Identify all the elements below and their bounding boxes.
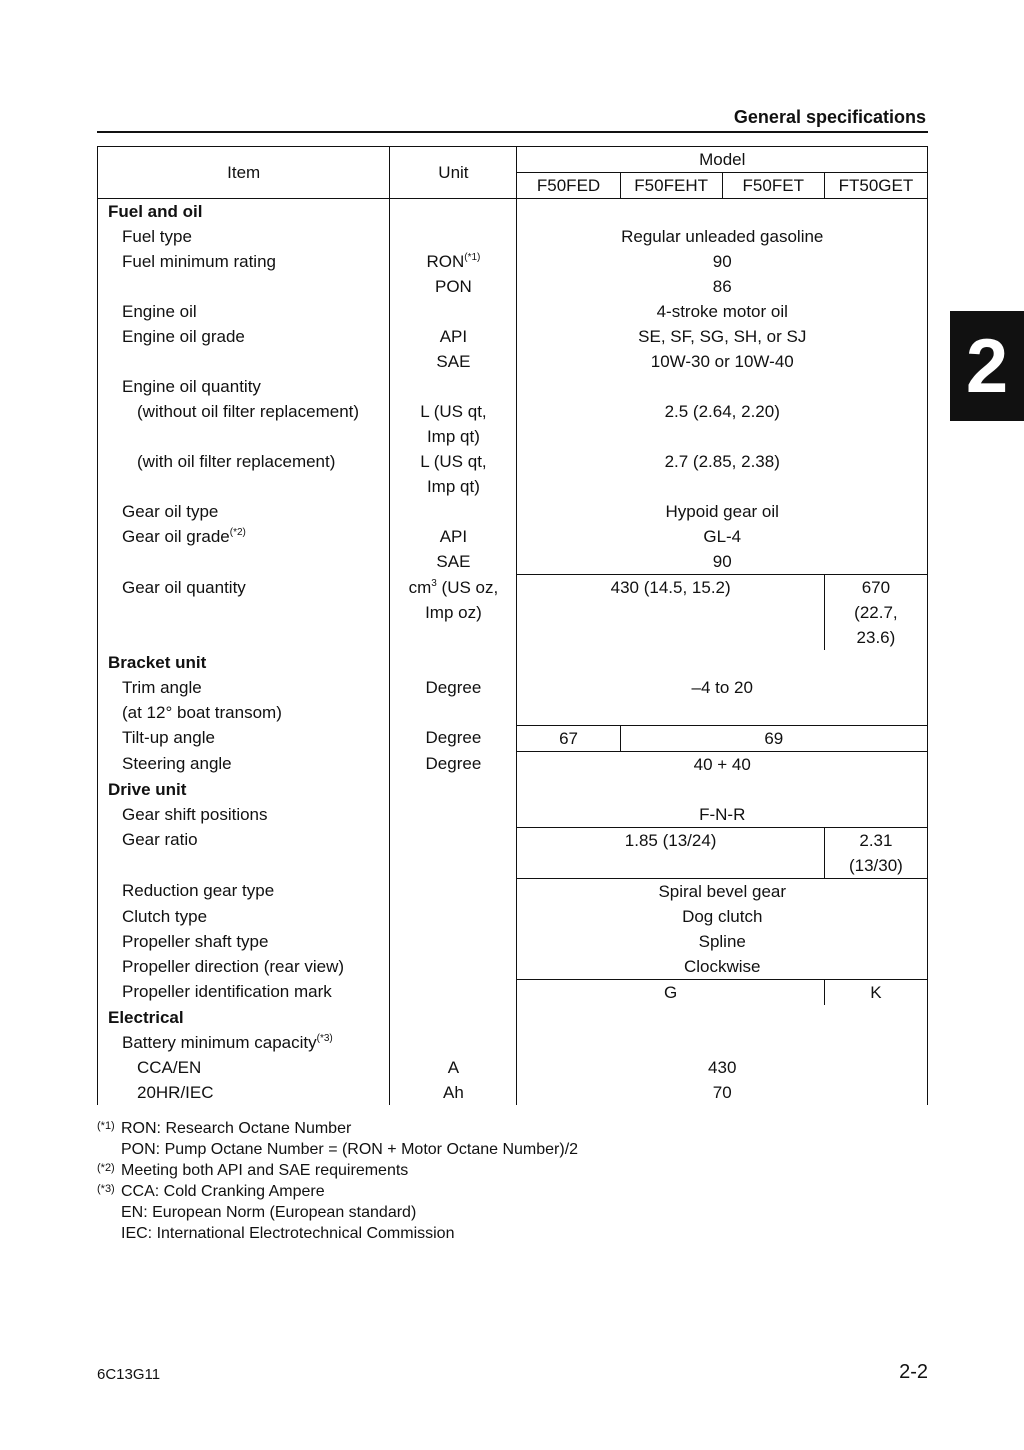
item-label: (at 12° boat transom) [98,700,390,725]
unit-cell: Degree [390,751,517,777]
value-cell: 1.85 (13/24) [517,827,824,853]
table-row [98,777,928,802]
table-row [98,499,928,524]
unit-cell: $RON^{(*1)}$ [390,249,517,274]
table-row [98,324,928,349]
value-cell: SE, SF, SG, SH, or SJ [517,324,928,349]
col-header-item: Item [98,147,390,199]
unit-cell: API [390,324,517,349]
footnotes [97,1118,797,1244]
footnote-mark: (*2) [97,1162,115,1174]
item-label: Engine oil quantity [98,374,390,399]
table-row [98,954,928,980]
item-label: Propeller direction (rear view) [98,954,390,980]
table-row [98,524,928,549]
header-rule [97,131,928,133]
table-row [98,399,928,424]
value-cell: GL-4 [517,524,928,549]
value-cell: 2.5 (2.64, 2.20) [517,399,928,424]
table-row [98,249,928,274]
section-heading: Drive unit [98,777,390,802]
table-row [98,224,928,249]
table-row [98,299,928,324]
unit-cell: Degree [390,675,517,700]
table-row [98,374,928,399]
footnote [97,1160,797,1181]
table-row [98,449,928,474]
item-label: Tilt-up angle [98,725,390,751]
item-label: Gear oil grade$^{(*2)}$ [98,524,390,549]
footnote-mark: (*1) [97,1120,115,1132]
table-row [98,853,928,879]
unit-cell: L (US qt, [390,399,517,424]
footnote-mark: (*1) [464,252,481,263]
value-cell: (22.7, [824,600,927,625]
table-row [98,1080,928,1105]
value-cell: 40 + 40 [517,751,928,777]
section-heading: Bracket unit [98,650,390,675]
table-row [98,1055,928,1080]
value-cell: 2.7 (2.85, 2.38) [517,449,928,474]
value-cell: Spiral bevel gear [517,878,928,904]
unit-cell: SAE [390,549,517,575]
table-row [98,1005,928,1030]
table-row [98,474,928,499]
value-cell: G [517,979,824,1005]
unit-cell: $cm^3$ (US oz, [390,575,517,601]
item-label: Gear ratio [98,827,390,853]
value-cell: Spline [517,929,928,954]
unit-cell: A [390,1055,517,1080]
value-cell: 23.6) [824,625,927,650]
footnote-mark: (*2) [229,527,246,538]
unit-cell: Imp qt) [390,424,517,449]
section-title: General specifications [733,107,926,127]
model-name: FT50GET [824,173,927,199]
table-row [98,199,928,225]
table-row [98,700,928,725]
chapter-tab: 2 [950,311,1024,421]
table-row [98,349,928,374]
footnote-line: EN: European Norm (European standard) [121,1204,417,1221]
table-row [98,625,928,650]
value-cell: 70 [517,1080,928,1105]
footnote-line: IEC: International Electrotechnical Commission [121,1225,455,1242]
table-row [98,549,928,575]
item-label: Engine oil [98,299,390,324]
table-row [98,650,928,675]
item-label: Battery minimum capacity$^{(*3)}$ [98,1030,390,1055]
model-name: F50FET [722,173,824,199]
value-cell: Regular unleaded gasoline [517,224,928,249]
footnote [97,1181,797,1244]
value-cell: (13/30) [824,853,927,879]
table-row [98,600,928,625]
item-label: Reduction gear type [98,878,390,904]
footnote-mark: (*3) [316,1032,333,1044]
table-row [98,575,928,601]
table-row [98,751,928,777]
item-label: Gear shift positions [98,802,390,828]
spec-table [97,146,928,1105]
table-row [98,802,928,828]
table-row [98,827,928,853]
item-label: Steering angle [98,751,390,777]
item-label: 20HR/IEC [98,1080,390,1105]
footnote-line: Meeting both API and SAE requirements [121,1162,409,1179]
item-label: (without oil filter replacement) [98,399,390,424]
item-label: Clutch type [98,904,390,929]
value-cell: 430 (14.5, 15.2) [517,575,824,601]
value-cell: 67 [517,725,620,751]
value-cell: 4-stroke motor oil [517,299,928,324]
unit-cell: Ah [390,1080,517,1105]
page-number: 2-2 [899,1361,928,1383]
value-cell: 670 [824,575,927,601]
table-row [98,274,928,299]
item-label: Propeller identification mark [98,979,390,1005]
unit-cell: API [390,524,517,549]
table-row [98,725,928,751]
item-label: Gear oil quantity [98,575,390,601]
doc-code: 6C13G11 [97,1366,161,1383]
unit-cell: Imp qt) [390,474,517,499]
col-header-model: Model [517,147,928,173]
item-label: Gear oil type [98,499,390,524]
unit-cell: L (US qt, [390,449,517,474]
model-name: F50FED [517,173,620,199]
section-heading: Fuel and oil [98,199,390,225]
col-header-unit: Unit [390,147,517,199]
value-cell: Hypoid gear oil [517,499,928,524]
value-cell: K [824,979,927,1005]
footnote [97,1118,797,1160]
item-label: Engine oil grade [98,324,390,349]
item-label: CCA/EN [98,1055,390,1080]
value-cell: F-N-R [517,802,928,828]
unit-cell: Degree [390,725,517,751]
footnote-line: RON: Research Octane Number [121,1120,352,1137]
value-cell: –4 to 20 [517,675,928,700]
value-cell: 2.31 [824,827,927,853]
model-name: F50FEHT [620,173,722,199]
table-row [98,878,928,904]
section-heading: Electrical [98,1005,390,1030]
footnote-mark: (*3) [97,1183,115,1195]
footnote-line: CCA: Cold Cranking Ampere [121,1183,325,1200]
table-row [98,675,928,700]
unit-cell: PON [390,274,517,299]
unit-cell: SAE [390,349,517,374]
value-cell: 430 [517,1055,928,1080]
value-cell: 90 [517,249,928,274]
value-cell: 90 [517,549,928,575]
footnote-line: PON: Pump Octane Number = (RON + Motor Octane Number)/2 [121,1141,579,1158]
item-label: Fuel type [98,224,390,249]
unit-cell: Imp oz) [390,600,517,625]
table-row [98,424,928,449]
table-row [98,929,928,954]
value-cell: Dog clutch [517,904,928,929]
item-label: Fuel minimum rating [98,249,390,274]
value-cell: 69 [620,725,927,751]
table-row [98,979,928,1005]
table-row [98,904,928,929]
value-cell: 10W-30 or 10W-40 [517,349,928,374]
item-label: Propeller shaft type [98,929,390,954]
value-cell: 86 [517,274,928,299]
table-row [98,1030,928,1055]
value-cell: Clockwise [517,954,928,980]
item-label: Trim angle [98,675,390,700]
item-label: (with oil filter replacement) [98,449,390,474]
